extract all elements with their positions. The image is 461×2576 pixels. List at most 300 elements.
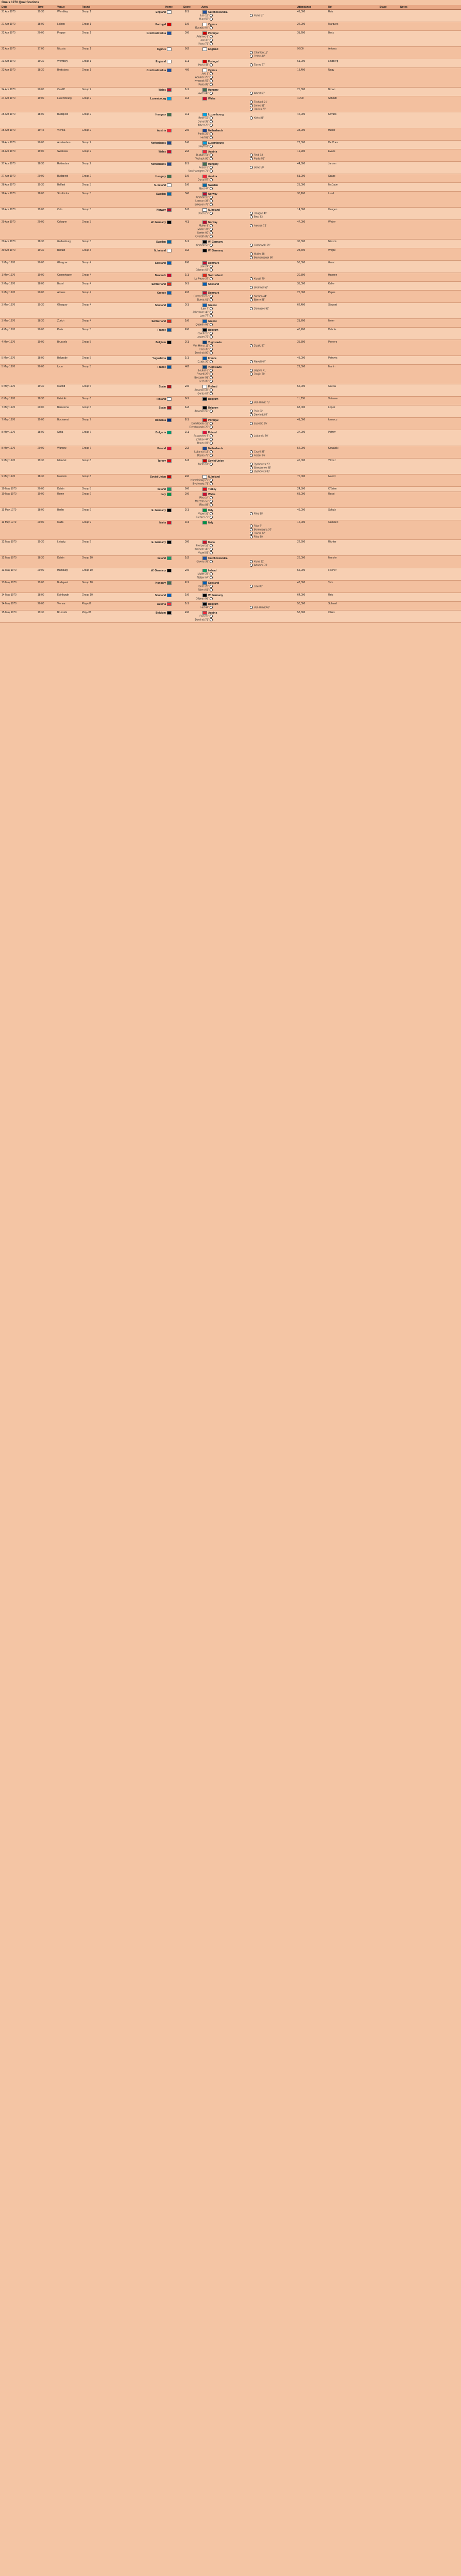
home-team[interactable] [103, 221, 175, 224]
home-team[interactable] [103, 581, 175, 585]
match-score[interactable]: 1-2 [185, 556, 189, 560]
home-goals [103, 524, 231, 539]
home-team[interactable] [103, 319, 175, 323]
match-referee: Beck [328, 31, 334, 35]
ball-icon [210, 14, 213, 17]
home-team[interactable] [103, 487, 175, 491]
away-team[interactable] [199, 328, 297, 332]
table-row[interactable] [0, 319, 461, 328]
table-row[interactable] [0, 88, 461, 96]
home-team[interactable] [103, 357, 175, 360]
match-score[interactable]: 4-1 [185, 221, 189, 224]
away-team[interactable] [199, 447, 297, 450]
goal-list [103, 479, 360, 486]
goal-scorer: Frenzel 77' [196, 516, 209, 519]
match-score[interactable]: 0-2 [185, 249, 189, 252]
away-team-name: Turkey [208, 487, 217, 491]
table-row[interactable] [0, 128, 461, 141]
table-row[interactable] [0, 240, 461, 248]
home-team[interactable] [103, 447, 175, 450]
goal-list [103, 323, 360, 327]
home-team[interactable] [103, 192, 175, 196]
home-team[interactable] [103, 459, 175, 463]
away-team[interactable] [199, 10, 297, 14]
match-score[interactable]: 2-0 [185, 385, 189, 388]
match-notes [400, 129, 431, 132]
home-team[interactable] [103, 97, 175, 100]
match-score[interactable]: 1-3 [185, 459, 189, 462]
away-team[interactable] [199, 162, 297, 166]
match-score[interactable]: 2-1 [185, 581, 189, 584]
match-score[interactable]: 3-0 [185, 31, 189, 35]
goal-entry [249, 532, 360, 535]
away-team[interactable] [199, 459, 297, 463]
match-score[interactable]: 1-0 [185, 319, 189, 323]
away-goals [231, 344, 360, 355]
away-team[interactable] [199, 431, 297, 434]
home-team[interactable] [103, 569, 175, 572]
away-goals [231, 145, 360, 148]
home-team[interactable] [103, 23, 175, 26]
match-stage [380, 385, 400, 388]
table-row[interactable] [0, 220, 461, 240]
table-row[interactable] [0, 96, 461, 112]
home-team[interactable] [103, 261, 175, 265]
match-stage [380, 69, 400, 72]
match-score[interactable]: 2-2 [185, 291, 189, 294]
table-row[interactable] [0, 446, 461, 459]
table-row[interactable] [0, 112, 461, 128]
match-score[interactable]: 3-1 [185, 431, 189, 434]
away-team[interactable] [199, 397, 297, 401]
match-stage [380, 192, 400, 196]
match-score[interactable]: 2-0 [185, 129, 189, 132]
table-row[interactable] [0, 273, 461, 282]
away-team[interactable] [199, 385, 297, 388]
table-row[interactable] [0, 459, 461, 474]
home-team[interactable] [103, 397, 175, 401]
column-header-ref[interactable]: Ref [328, 6, 333, 9]
home-team[interactable] [103, 150, 175, 154]
table-row[interactable] [0, 208, 461, 220]
ball-icon [210, 314, 213, 317]
ball-icon [210, 380, 213, 383]
match-referee: Nagy [328, 69, 334, 72]
away-team[interactable] [199, 31, 297, 35]
home-flag-icon [167, 261, 172, 265]
home-team-name: Ireland [157, 487, 166, 491]
away-team-name: Portugal [208, 418, 219, 422]
goal-entry [103, 132, 214, 136]
home-team[interactable] [103, 611, 175, 615]
match-score[interactable]: 0-3 [185, 97, 189, 100]
match-score[interactable]: 1-2 [185, 208, 189, 211]
goal-scorer: Albert 61' [198, 588, 209, 592]
match-score[interactable]: 3-0 [185, 540, 189, 544]
ball-icon [210, 228, 213, 231]
table-row[interactable] [0, 508, 461, 520]
home-team-name: Norway [156, 208, 166, 212]
home-team[interactable] [103, 418, 175, 422]
home-goals [103, 560, 231, 567]
away-team[interactable] [199, 611, 297, 615]
home-team[interactable] [103, 208, 175, 212]
match-score[interactable]: 2-2 [185, 447, 189, 450]
table-row[interactable] [0, 141, 461, 149]
match-time: 19:30 [38, 303, 44, 307]
match-line [2, 475, 461, 479]
column-header-stage[interactable]: Stage [380, 6, 387, 9]
match-stage [380, 274, 400, 277]
match-stage [380, 569, 400, 572]
away-team[interactable] [199, 341, 297, 344]
match-score[interactable]: 0-2 [185, 47, 189, 50]
match-notes [400, 274, 431, 277]
table-row[interactable] [0, 149, 461, 162]
match-score[interactable]: 1-1 [185, 240, 189, 243]
match-notes [400, 487, 431, 491]
column-header-attendance[interactable]: Attendance [297, 6, 312, 9]
home-team[interactable] [103, 113, 175, 116]
match-score[interactable]: 1-1 [185, 602, 189, 605]
table-row[interactable] [0, 303, 461, 319]
away-team[interactable] [199, 418, 297, 422]
away-team[interactable] [199, 556, 297, 560]
match-score[interactable]: 1-1 [185, 274, 189, 277]
match-stage [380, 475, 400, 479]
home-team[interactable] [103, 274, 175, 277]
match-venue: Dublin [57, 556, 65, 560]
match-score[interactable]: 2-2 [185, 150, 189, 153]
home-team[interactable] [103, 141, 175, 145]
match-score[interactable]: 0-1 [185, 397, 189, 400]
table-row[interactable] [0, 397, 461, 405]
away-team[interactable] [199, 487, 297, 491]
goal-scorer: Grabowski 79' [254, 244, 270, 247]
home-team-name: England [156, 10, 166, 14]
match-score[interactable]: 3-1 [185, 113, 189, 116]
table-row[interactable] [0, 556, 461, 568]
match-score[interactable]: 1-1 [185, 88, 189, 91]
match-attendance: 63,000 [297, 406, 305, 409]
home-team[interactable] [103, 47, 175, 51]
match-attendance: 31,200 [297, 31, 305, 35]
match-line [2, 10, 461, 14]
goal-list [103, 154, 360, 161]
home-team[interactable] [103, 406, 175, 410]
ball-icon [250, 454, 253, 457]
away-team[interactable] [199, 208, 297, 212]
match-score[interactable]: 1-2 [185, 406, 189, 409]
goal-entry [103, 199, 214, 203]
table-row[interactable] [0, 192, 461, 208]
home-flag-icon [167, 69, 172, 72]
home-team[interactable] [103, 556, 175, 560]
column-header-home[interactable]: Home [165, 6, 173, 9]
home-team[interactable] [103, 88, 175, 92]
home-team[interactable] [103, 493, 175, 496]
ball-icon [250, 606, 253, 609]
home-team[interactable] [103, 521, 175, 524]
away-team[interactable] [199, 357, 297, 360]
away-team[interactable] [199, 141, 297, 145]
table-row[interactable] [0, 261, 461, 273]
ball-icon [210, 548, 213, 551]
away-team[interactable] [199, 291, 297, 295]
away-team[interactable] [199, 581, 297, 585]
match-score[interactable]: 2-0 [185, 611, 189, 614]
column-header-date[interactable]: Date [2, 6, 7, 9]
match-score[interactable]: 4-0 [185, 69, 189, 72]
match-score[interactable]: 2-0 [185, 569, 189, 572]
match-referee: Kowalski [328, 447, 338, 450]
home-flag-icon [167, 540, 172, 544]
away-team[interactable] [199, 88, 297, 92]
away-team[interactable] [199, 69, 297, 72]
table-row[interactable] [0, 68, 461, 88]
home-team[interactable] [103, 291, 175, 295]
home-team[interactable] [103, 240, 175, 244]
match-time: 18:30 [38, 475, 44, 478]
away-team[interactable] [199, 221, 297, 224]
home-team[interactable] [103, 183, 175, 187]
home-team[interactable] [103, 249, 175, 252]
away-team[interactable] [199, 602, 297, 606]
home-team[interactable] [103, 31, 175, 35]
match-score[interactable]: 3-0 [185, 493, 189, 496]
match-venue: Berlin [57, 509, 64, 512]
away-team[interactable] [199, 150, 297, 154]
away-team[interactable] [199, 406, 297, 410]
match-time: 19:30 [38, 385, 44, 388]
ball-icon [210, 199, 213, 202]
table-row[interactable] [0, 418, 461, 430]
table-row[interactable] [0, 22, 461, 31]
home-team[interactable] [103, 385, 175, 388]
away-team[interactable] [199, 303, 297, 307]
match-score[interactable]: 2-1 [185, 418, 189, 421]
goal-scorer: Domazos 52' [254, 307, 269, 311]
column-header-notes[interactable]: Notes [400, 6, 407, 9]
match-score[interactable]: 3-0 [185, 192, 189, 195]
away-team[interactable] [199, 594, 297, 597]
away-team[interactable] [199, 569, 297, 572]
goal-scorer: Van Hanegem 74' [188, 170, 209, 173]
home-flag-icon [167, 129, 172, 132]
match-score[interactable]: 4-2 [185, 365, 189, 368]
away-team-name: Soviet Union [208, 459, 224, 463]
home-team[interactable] [103, 594, 175, 597]
goal-scorer: Law 24' [199, 265, 209, 268]
home-team[interactable] [103, 60, 175, 63]
match-venue: Leipzig [57, 540, 65, 544]
table-row[interactable] [0, 291, 461, 303]
table-row[interactable] [0, 593, 461, 602]
away-team[interactable] [199, 47, 297, 51]
table-row[interactable] [0, 282, 461, 291]
home-team[interactable] [103, 475, 175, 479]
goal-entry [103, 597, 214, 601]
table-row[interactable] [0, 174, 461, 183]
match-round: Group 3 [82, 249, 92, 252]
table-row[interactable] [0, 47, 461, 59]
match-line [2, 192, 461, 196]
home-team-name: Soviet Union [150, 475, 166, 479]
away-team-name: Scotland [208, 282, 219, 286]
goal-scorer: Adamec 29' [195, 76, 209, 79]
match-venue: Lyon [57, 365, 63, 368]
away-team[interactable] [199, 175, 297, 178]
column-header-round[interactable]: Round [82, 6, 90, 9]
ball-icon [210, 572, 213, 575]
table-row[interactable] [0, 430, 461, 446]
column-header-venue[interactable]: Venue [57, 6, 65, 9]
table-row[interactable] [0, 356, 461, 365]
match-line [2, 31, 461, 35]
table-row[interactable] [0, 31, 461, 47]
away-flag-icon [202, 240, 207, 244]
home-team[interactable] [103, 540, 175, 544]
away-team[interactable] [199, 540, 297, 544]
table-row[interactable] [0, 474, 461, 487]
goal-entry [249, 369, 360, 372]
home-team[interactable] [103, 431, 175, 434]
home-team[interactable] [103, 162, 175, 166]
table-row[interactable] [0, 340, 461, 356]
match-referee: Weber [328, 221, 336, 224]
away-team[interactable] [199, 249, 297, 252]
home-team[interactable] [103, 69, 175, 72]
match-score[interactable]: 2-0 [185, 475, 189, 478]
match-score[interactable]: 1-0 [185, 183, 189, 187]
away-team[interactable] [199, 274, 297, 277]
away-team[interactable] [199, 183, 297, 187]
match-score[interactable]: 0-0 [185, 487, 189, 490]
match-score[interactable]: 0-4 [185, 521, 189, 524]
home-flag-icon [167, 282, 172, 286]
column-header-time[interactable]: Time [38, 6, 44, 9]
home-team[interactable] [103, 303, 175, 307]
match-score[interactable]: 2-1 [185, 162, 189, 165]
home-team[interactable] [103, 129, 175, 132]
match-score[interactable]: 2-0 [185, 261, 189, 264]
match-score[interactable]: 1-1 [185, 357, 189, 360]
away-team[interactable] [199, 23, 297, 26]
match-score[interactable]: 3-1 [185, 341, 189, 344]
goal-scorer: Bjerre 88' [254, 298, 265, 302]
home-flag-icon [167, 602, 172, 606]
match-line [2, 183, 461, 187]
goal-entry [103, 314, 214, 318]
match-score[interactable]: 0-1 [185, 282, 189, 285]
away-goals [231, 369, 360, 383]
table-row[interactable] [0, 365, 461, 384]
match-score[interactable]: 1-0 [185, 175, 189, 178]
away-team[interactable] [199, 113, 297, 116]
table-row[interactable] [0, 568, 461, 581]
away-team[interactable] [199, 493, 297, 496]
table-row[interactable] [0, 248, 461, 261]
goal-scorer: Zhekov 44' [196, 438, 209, 442]
away-team[interactable] [199, 319, 297, 323]
away-team[interactable] [199, 240, 297, 244]
ball-icon [210, 124, 213, 127]
home-team[interactable] [103, 175, 175, 178]
home-flag-icon [167, 475, 172, 479]
home-team[interactable] [103, 10, 175, 14]
table-row[interactable] [0, 59, 461, 68]
table-row[interactable] [0, 492, 461, 508]
match-attendance: 41,000 [297, 418, 305, 421]
ball-icon [250, 372, 253, 376]
match-score[interactable]: 2-0 [185, 328, 189, 331]
away-team[interactable] [199, 129, 297, 132]
goal-scorer: Vogel 31' [198, 512, 209, 516]
table-row[interactable] [0, 520, 461, 540]
column-header-away[interactable]: Away [201, 6, 208, 9]
home-goals [103, 585, 231, 592]
match-time: 20:00 [38, 569, 44, 572]
table-row[interactable] [0, 183, 461, 192]
match-notes [400, 328, 431, 332]
home-team[interactable] [103, 602, 175, 606]
match-score[interactable]: 1-0 [185, 594, 189, 597]
home-flag-icon [167, 162, 172, 166]
match-score[interactable]: 2-1 [185, 10, 189, 13]
match-score[interactable]: 1-0 [185, 141, 189, 144]
home-team[interactable] [103, 328, 175, 332]
away-team[interactable] [199, 282, 297, 286]
away-team[interactable] [199, 60, 297, 63]
match-score[interactable]: 3-1 [185, 303, 189, 307]
home-team[interactable] [103, 365, 175, 369]
match-score[interactable]: 1-1 [185, 60, 189, 63]
away-team[interactable] [199, 192, 297, 196]
match-time: 19:30 [38, 540, 44, 544]
away-team[interactable] [199, 97, 297, 100]
goal-scorer: Vogel 83' [198, 551, 209, 555]
table-row[interactable] [0, 581, 461, 593]
table-row[interactable] [0, 162, 461, 174]
home-team[interactable] [103, 282, 175, 286]
away-team[interactable] [199, 509, 297, 512]
away-team[interactable] [199, 261, 297, 265]
home-goals [103, 116, 231, 127]
goal-list [103, 265, 360, 272]
table-row[interactable] [0, 328, 461, 340]
table-row[interactable] [0, 540, 461, 556]
match-score[interactable]: 1-0 [185, 23, 189, 26]
ball-icon [210, 311, 213, 314]
home-team[interactable] [103, 509, 175, 512]
table-row[interactable] [0, 487, 461, 492]
home-team[interactable] [103, 341, 175, 344]
match-round: Group 6 [82, 385, 92, 388]
away-team[interactable] [199, 365, 297, 369]
away-team[interactable] [199, 475, 297, 479]
table-row[interactable] [0, 602, 461, 611]
away-team[interactable] [199, 521, 297, 524]
table-row[interactable] [0, 384, 461, 397]
match-score[interactable]: 2-1 [185, 509, 189, 512]
table-row[interactable] [0, 611, 461, 623]
table-row[interactable] [0, 10, 461, 22]
match-line [2, 431, 461, 434]
goal-entry [103, 231, 214, 235]
home-goals [103, 187, 231, 191]
column-header-score[interactable]: Score [183, 6, 191, 9]
table-row[interactable] [0, 405, 461, 418]
